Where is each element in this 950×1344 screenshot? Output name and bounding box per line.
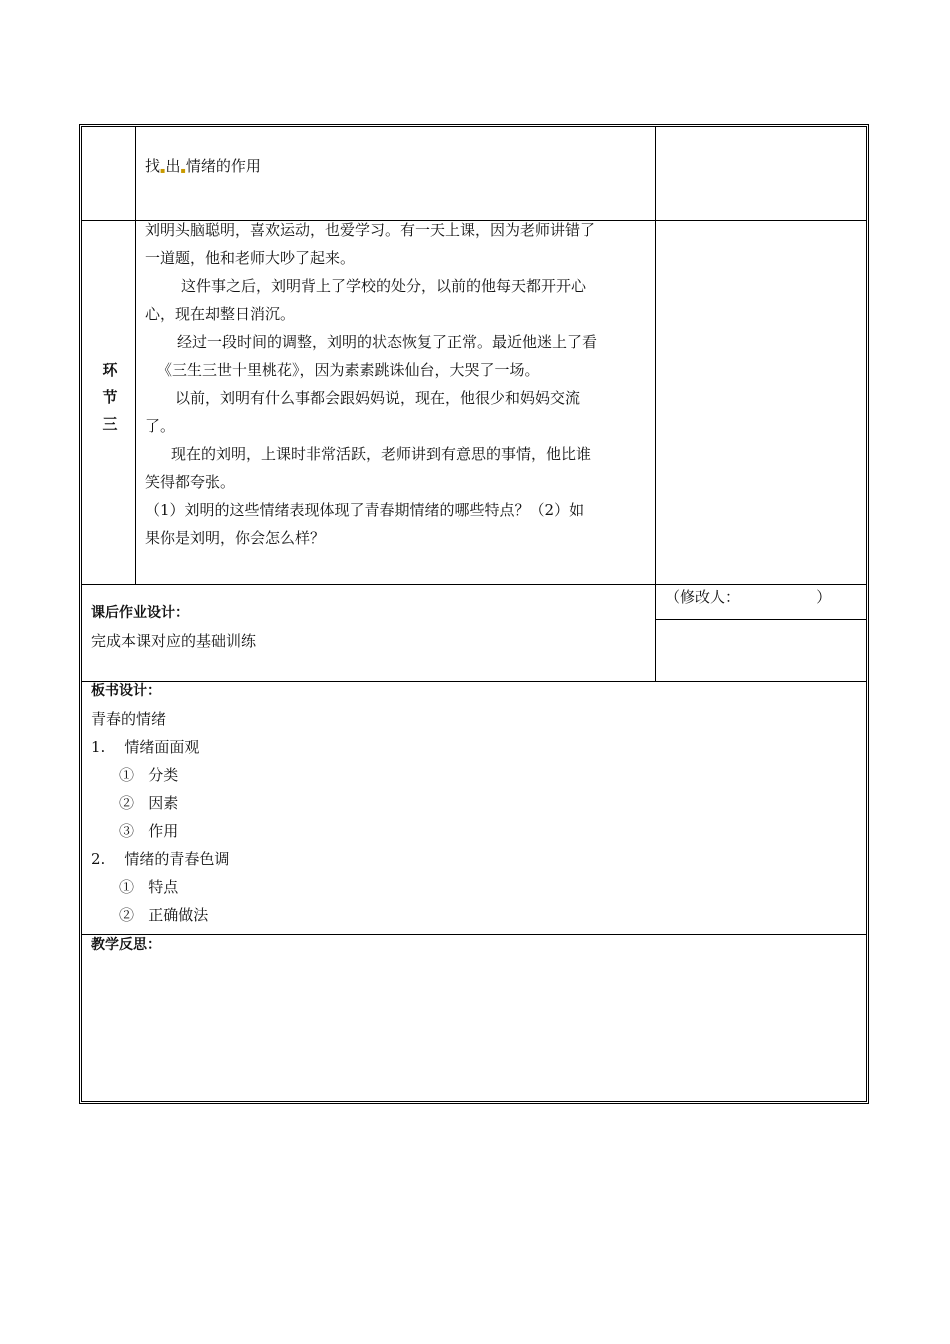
- case-line: 心，现在却整日消沉。: [145, 305, 296, 323]
- case-line: 这件事之后，刘明背上了学校的处分，以前的他每天都开开心: [181, 277, 587, 295]
- homework-heading: 课后作业设计：: [91, 605, 189, 621]
- row-divider-3: [82, 681, 866, 682]
- case-line: 现在的刘明，上课时非常活跃，老师讲到有意思的事情，他比谁: [171, 445, 592, 463]
- reviser-label: （修改人： ）: [665, 588, 832, 606]
- col-divider-left: [135, 126, 136, 584]
- board-subitem: ② 正确做法: [119, 906, 209, 924]
- homework-content: 完成本课对应的基础训练: [91, 632, 257, 650]
- case-line: 笑得都夸张。: [145, 473, 236, 491]
- case-line: 一道题，他和老师大吵了起来。: [145, 249, 356, 267]
- board-subitem: ② 因素: [119, 794, 179, 812]
- board-title: 青春的情绪: [91, 710, 167, 728]
- section-label-char: 节: [102, 388, 118, 406]
- section-label-char: 环: [102, 361, 118, 379]
- case-line: 以前，刘明有什么事都会跟妈妈说，现在，他很少和妈妈交流: [175, 389, 581, 407]
- reflection-heading: 教学反思：: [91, 937, 161, 953]
- board-item: 2. 情绪的青春色调: [91, 850, 230, 868]
- board-subitem: ① 特点: [119, 878, 179, 896]
- case-line: 《三生三世十里桃花》，因为素素跳诛仙台，大哭了一场。: [157, 361, 540, 379]
- case-question: （1）刘明的这些情绪表现体现了青春期情绪的哪些特点？（2）如: [145, 501, 585, 519]
- case-line: 了。: [145, 417, 176, 435]
- case-line: 刘明头脑聪明，喜欢运动，也爱学习。有一天上课，因为老师讲错了: [145, 221, 596, 239]
- col-divider-right: [655, 126, 656, 681]
- emphasis-dot: ▪: [180, 166, 186, 175]
- board-item: 1. 情绪面面观: [91, 738, 200, 756]
- section-label-char: 三: [102, 415, 118, 433]
- board-subitem: ③ 作用: [119, 822, 179, 840]
- task-find-emotion-role: [145, 152, 261, 185]
- case-line: 经过一段时间的调整，刘明的状态恢复了正常。最近他迷上了看: [177, 333, 598, 351]
- task-text-pre: 找: [145, 157, 161, 175]
- board-subitem: ① 分类: [119, 766, 179, 784]
- row-divider-reviser: [655, 619, 866, 620]
- row-divider-4: [82, 934, 866, 935]
- board-heading: 板书设计：: [91, 683, 161, 699]
- task-text-post: 情绪的作用: [185, 157, 261, 175]
- case-question: 果你是刘明，你会怎么样？: [145, 529, 326, 547]
- emphasis-dot: ▪: [160, 166, 166, 175]
- case-text: [145, 216, 650, 552]
- task-text-mid: 出: [165, 157, 181, 175]
